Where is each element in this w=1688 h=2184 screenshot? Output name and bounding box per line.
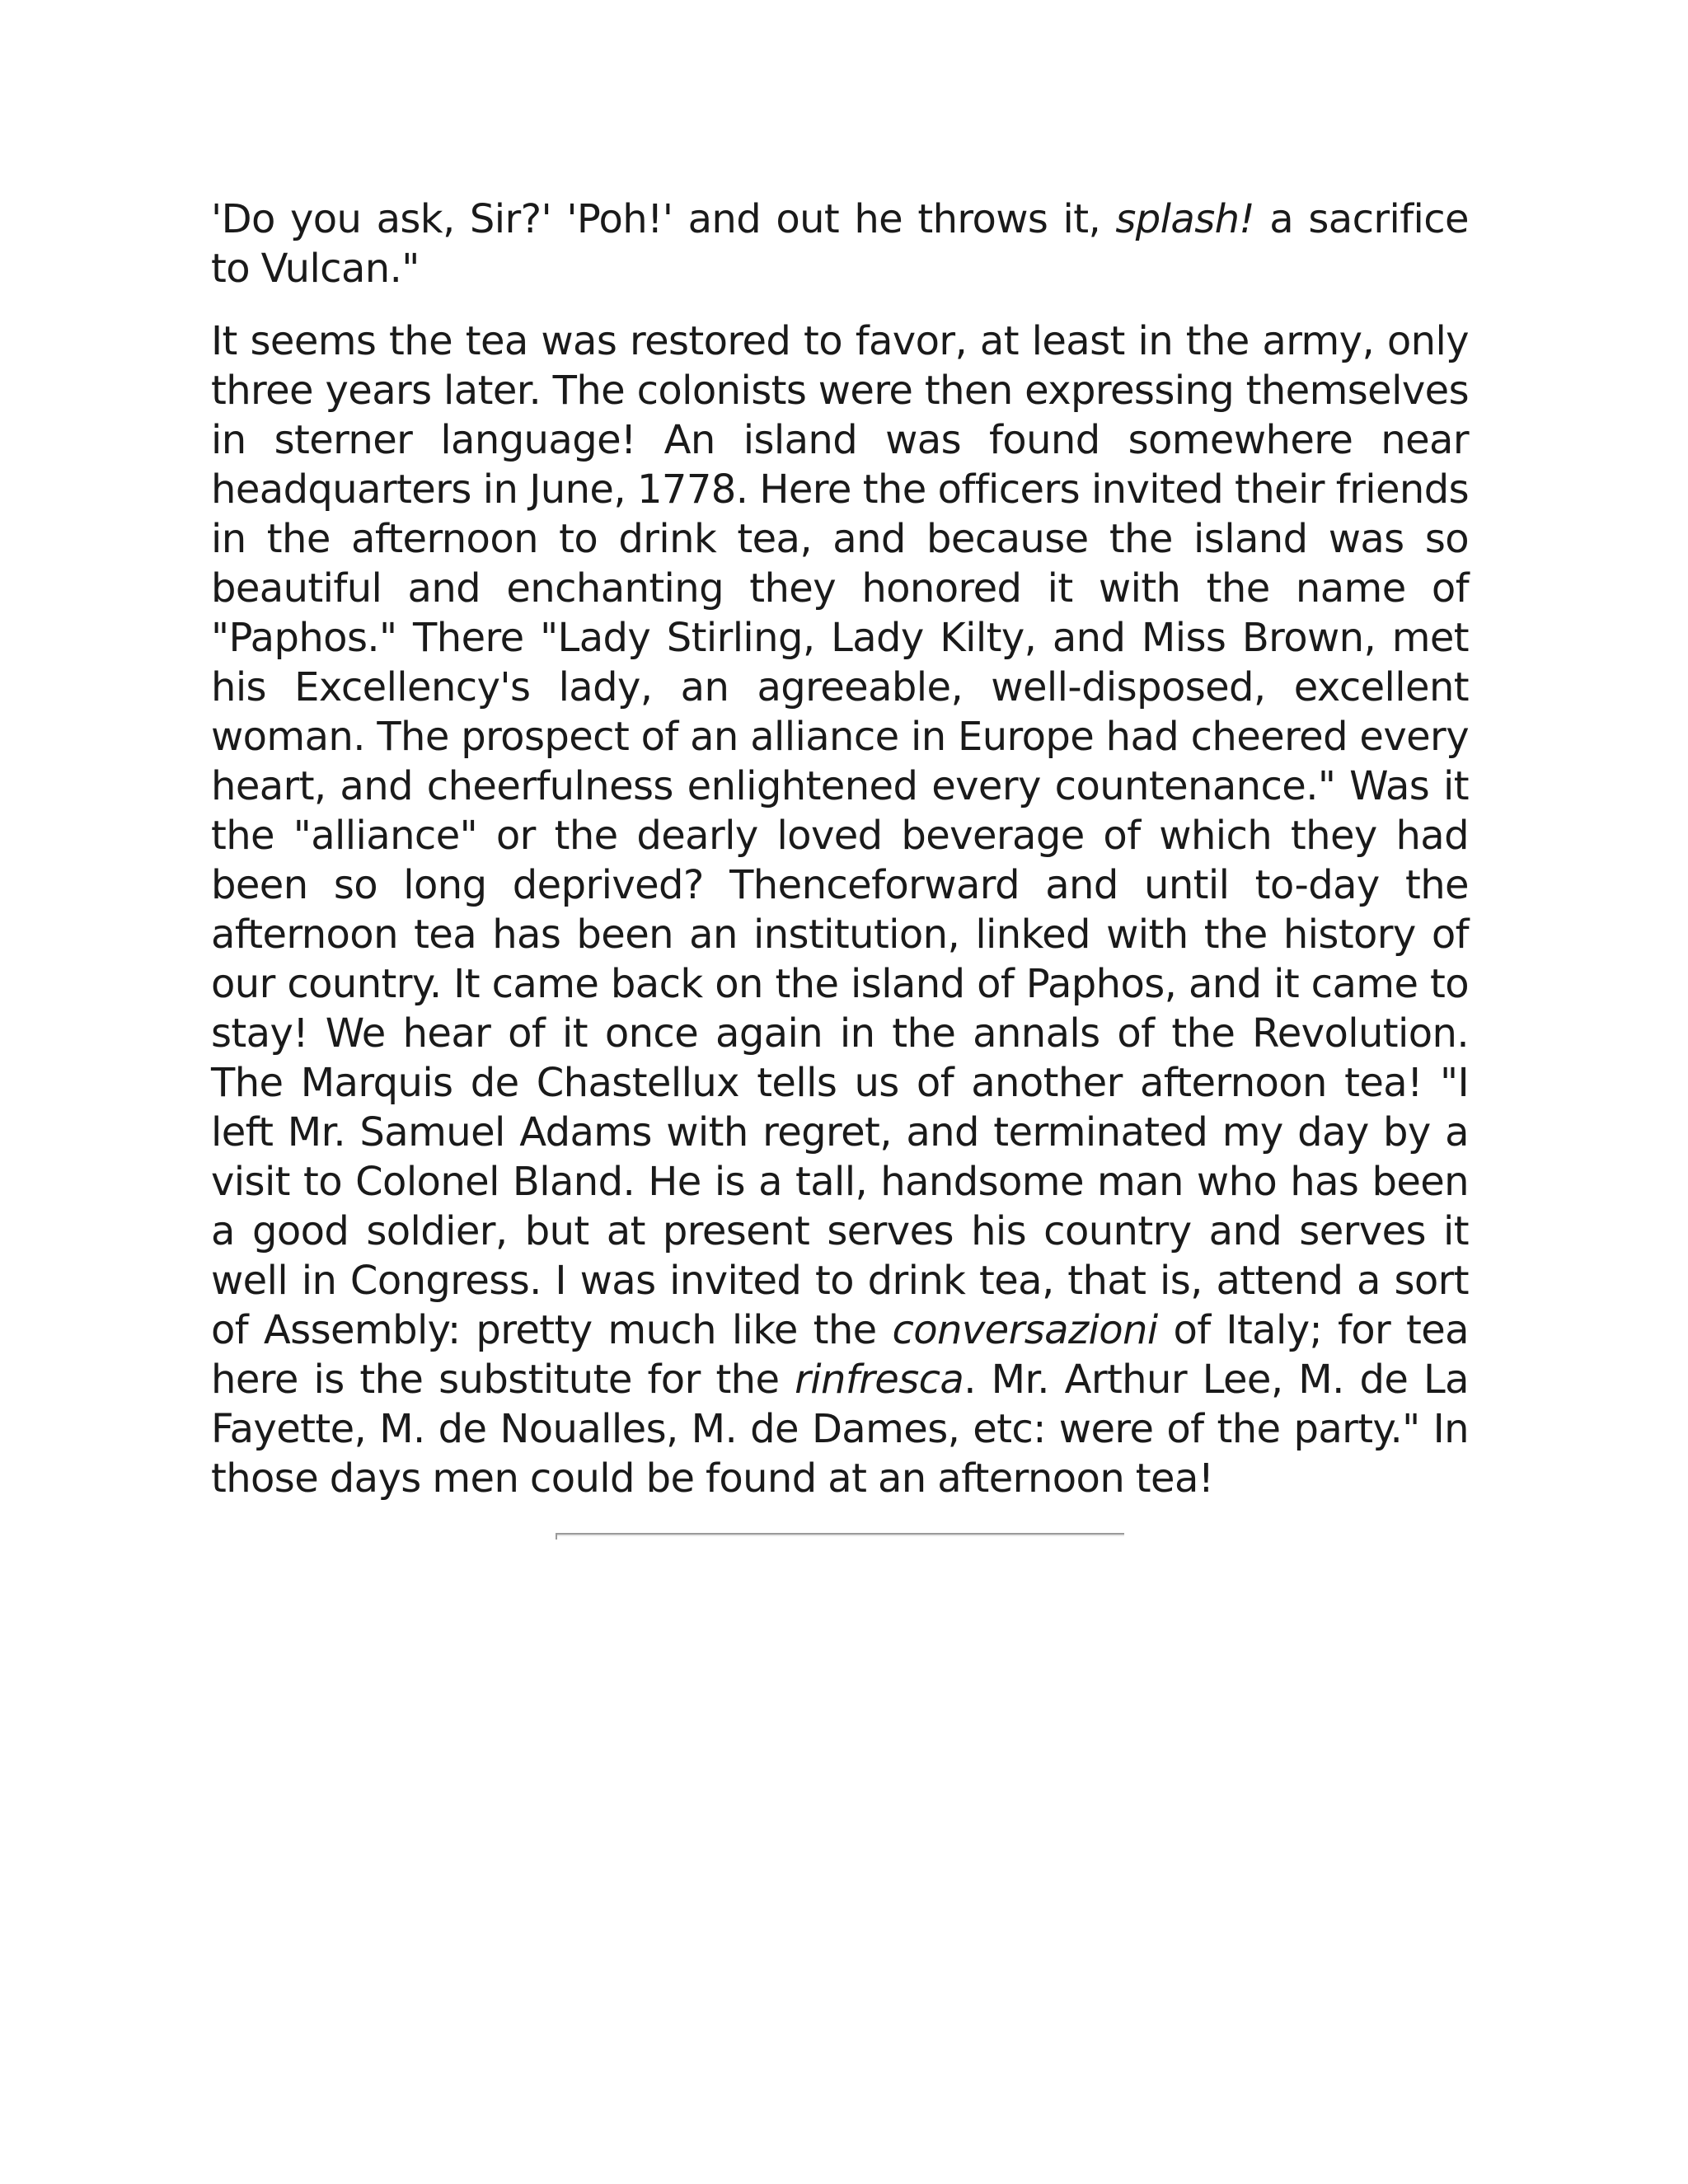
paragraph-2-italic-conversazioni: conversazioni: [892, 1307, 1158, 1353]
paragraph-2-text-b: of Italy; for tea here is the substitute for the: [211, 1307, 1469, 1403]
section-divider: [556, 1533, 1124, 1536]
paragraph-1-italic-splash: splash!: [1115, 196, 1255, 242]
paragraph-vulcan: [211, 194, 1469, 293]
paragraph-2-italic-rinfresca: rinfresca: [795, 1357, 964, 1403]
paragraph-2-text-a: It seems the tea was restored to favor, at least in the army, only three years later. The colonists were then expressing themselves in sterner language! An island was found somewhere near headquarters in June, 1778. Here the officers invited their friends in the afternoon to drink tea, and because the island was so beautiful and enchanting they honored it with the name of "Paphos." There "Lady Stirling, Lady Kilty, and Miss Brown, met his Excellency's lady, an agreeable, well-disposed, excellent woman. The prospect of an alliance in Europe had cheered every heart, and cheerfulness enlightened every countenance." Was it the "alliance" or the dearly loved beverage of which they had been so long deprived? Thenceforward and until to-day the afternoon tea has been an institution, linked with the history of our country. It came back on the island of Paphos, and it came to stay! We hear of it once again in the annals of the Revolution. The Marquis de Chastellux tells us of another afternoon tea! "I left Mr. Samuel Adams with regret, and terminated my day by a visit to Colonel Bland. He is a tall, handsome man who has been a good soldier, but at present serves his country and serves it well in Congress. I was invited to drink tea, that is, attend a sort of Assembly: pretty much like the: [211, 318, 1469, 1353]
page-body: [211, 194, 1469, 1526]
paragraph-tea-restored: [211, 316, 1469, 1503]
paragraph-2-text-c: . Mr. Arthur Lee, M. de La Fayette, M. de Noualles, M. de Dames, etc: were of the party." In those days men could be found at an afternoon tea!: [211, 1357, 1469, 1502]
paragraph-1-text-b: a sacrifice to Vulcan.": [211, 196, 1469, 292]
paragraph-1-text-a: 'Do you ask, Sir?' 'Poh!' and out he throws it,: [211, 196, 1116, 242]
